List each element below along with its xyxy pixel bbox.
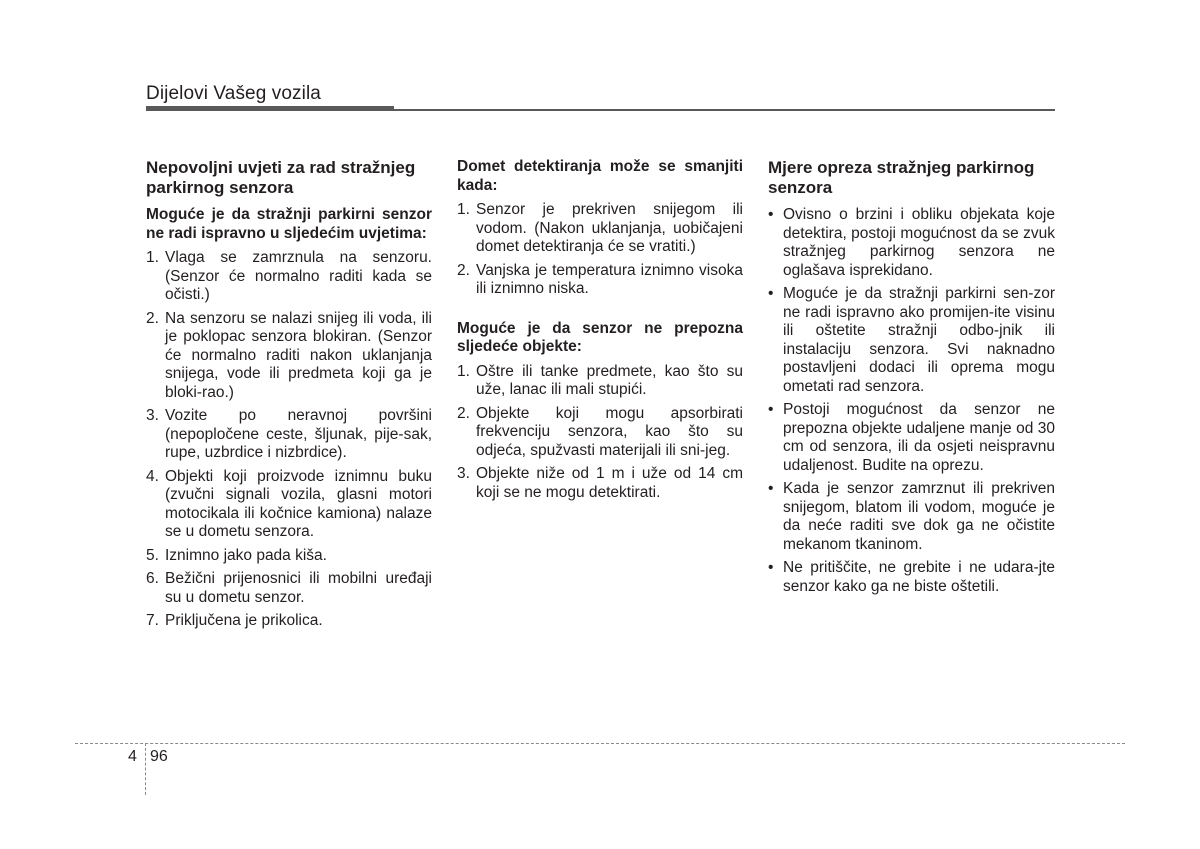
section-title: Dijelovi Vašeg vozila <box>146 83 321 104</box>
list-item <box>146 612 432 631</box>
numbered-list <box>457 363 743 503</box>
column-detection-range <box>457 158 743 507</box>
list-item <box>146 570 432 607</box>
list-item <box>146 310 432 403</box>
page-number: 96 <box>150 748 168 765</box>
item-number: 2. <box>457 261 470 279</box>
list-item <box>457 465 743 502</box>
bullet-icon: • <box>768 285 774 302</box>
column-adverse-conditions <box>146 158 432 636</box>
list-item <box>457 363 743 400</box>
item-text: Bežični prijenosnici ili mobilni uređaji su u dometu senzor. <box>165 570 432 606</box>
column-subheading: Moguće je da senzor ne prepozna sljedeće objekte: <box>457 319 743 355</box>
numbered-list <box>146 249 432 631</box>
list-item <box>768 285 1055 396</box>
item-text: Moguće je da stražnji parkirni sen-zor ne radi ispravno ako promijen-ite visinu ili oštetite stražnji odbo-jnik ili instalaciju senzora. Svi naknadno postavljeni dodaci ili oprema mogu ometati rad senzora. <box>783 285 1055 395</box>
item-text: Objekte niže od 1 m i uže od 14 cm koji se ne mogu detektirati. <box>476 465 743 501</box>
item-number: 5. <box>146 546 159 564</box>
list-item <box>146 468 432 542</box>
bullet-icon: • <box>768 401 774 418</box>
list-item <box>768 480 1055 554</box>
spacer <box>457 304 743 320</box>
list-item <box>146 407 432 463</box>
footer-divider <box>75 743 1125 744</box>
item-number: 4. <box>146 467 159 485</box>
item-number: 2. <box>146 309 159 327</box>
list-item <box>146 547 432 566</box>
item-text: Postoji mogućnost da senzor ne prepozna objekte udaljene manje od 30 cm od senzora, ili da osjeti neispravnu udaljenost. Budite na oprezu. <box>783 401 1055 474</box>
item-text: Vanjska je temperatura iznimno visoka ili iznimno niska. <box>476 261 743 297</box>
item-number: 6. <box>146 570 159 587</box>
header-rule-accent <box>146 106 394 111</box>
footer-vertical-divider <box>145 743 146 795</box>
item-number: 7. <box>146 612 159 629</box>
column-precautions <box>768 158 1055 601</box>
item-number: 3. <box>146 407 159 424</box>
list-item <box>146 249 432 305</box>
bullet-list <box>768 206 1055 596</box>
list-item <box>768 206 1055 280</box>
item-text: Priključena je prikolica. <box>165 612 323 629</box>
column-heading: Mjere opreza stražnjeg parkirnog senzora <box>768 158 1035 197</box>
numbered-list <box>457 201 743 299</box>
column-subheading: Domet detektiranja može se smanjiti kada: <box>457 158 743 194</box>
bullet-icon: • <box>768 206 774 223</box>
list-item <box>768 401 1055 475</box>
list-item <box>768 559 1055 596</box>
item-number: 1. <box>457 362 470 380</box>
list-item <box>457 405 743 461</box>
item-text: Kada je senzor zamrznut ili prekriven snijegom, blatom ili vodom, moguće je da neće raditi sve dok ga ne očistite mekanom tkaninom. <box>783 480 1055 553</box>
item-number: 1. <box>457 201 470 218</box>
bullet-icon: • <box>768 559 774 576</box>
item-text: Senzor je prekriven snijegom ili vodom. (Nakon uklanjanja, uobičajeni domet detektiranja će se vratiti.) <box>476 201 743 255</box>
column-heading: Nepovoljni uvjeti za rad stražnjeg parkirnog senzora <box>146 158 416 197</box>
chapter-number: 4 <box>128 748 137 765</box>
item-number: 3. <box>457 465 470 482</box>
item-text: Vlaga se zamrznula na senzoru. (Senzor će normalno raditi kada se očisti.) <box>165 249 432 303</box>
item-text: Oštre ili tanke predmete, kao što su uže, lanac ili mali stupići. <box>476 362 743 398</box>
item-text: Na senzoru se nalazi snijeg ili voda, ili je poklopac senzora blokiran. (Senzor će normalno raditi nakon uklanjanja snijega, vode ili predmeta koji ga je bloki-rao.) <box>165 309 432 401</box>
list-item <box>457 201 743 257</box>
item-text: Ovisno o brzini i obliku objekata koje detektira, postoji mogućnost da se zvuk stražnjeg parkirnog senzora ne oglašava isprekidano. <box>783 206 1055 279</box>
item-text: Vozite po neravnoj površini (nepopločene ceste, šljunak, pije-sak, rupe, uzbrdice i nizbrdice). <box>165 407 432 461</box>
bullet-icon: • <box>768 480 774 497</box>
item-text: Ne pritiščite, ne grebite i ne udara-jte senzor kako ga ne biste oštetili. <box>783 559 1055 595</box>
item-text: Objekte koji mogu apsorbirati frekvenciju senzora, kao što su odjeća, spužvasti materijali ili sni-jeg. <box>476 404 743 459</box>
column-subheading: Moguće je da stražnji parkirni senzor ne radi ispravno u sljedećim uvjetima: <box>146 206 432 242</box>
item-number: 1. <box>146 249 159 266</box>
list-item <box>457 262 743 299</box>
item-text: Iznimno jako pada kiša. <box>165 546 327 564</box>
item-number: 2. <box>457 404 470 422</box>
item-text: Objekti koji proizvode iznimnu buku (zvučni signali vozila, glasni motori motocikala ili kočnice kamiona) nalaze se u dometu senzora. <box>165 467 432 540</box>
